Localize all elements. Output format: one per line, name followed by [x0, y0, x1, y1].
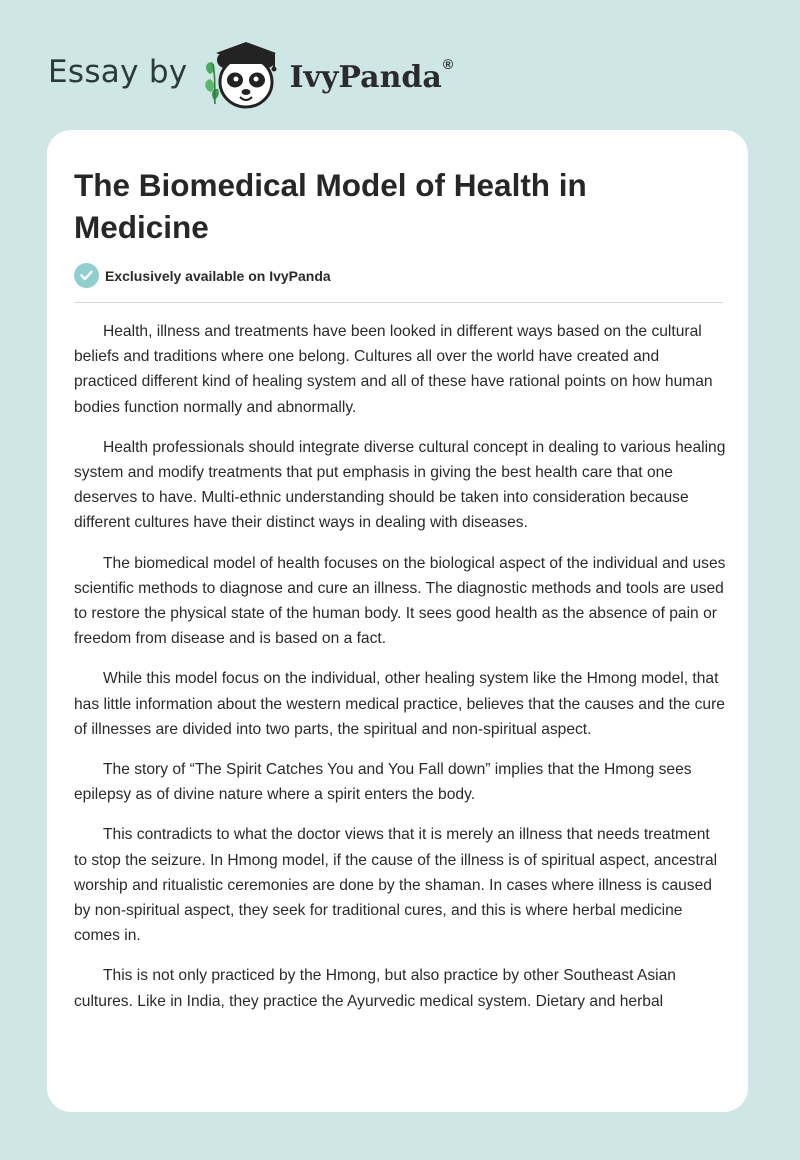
essay-paragraph: While this model focus on the individual, other healing system like the Hmong model, that has little information about the western medical practice, believes that the causes and the cure of illnesses are divided into two parts, the spiritual and non-spiritual aspect.: [74, 670, 725, 738]
exclusive-badge: [74, 263, 331, 288]
essay-card: [47, 130, 748, 1112]
essay-title: The Biomedical Model of Health in Medicine: [74, 167, 587, 245]
checkmark-circle-icon: [74, 263, 99, 288]
panda-graduate-icon: [202, 34, 286, 114]
essay-paragraph: The biomedical model of health focuses on the biological aspect of the individual and uses scientific methods to diagnose and cure an illness. The diagnostic methods and tools are used to restore the physical state of the human body. It sees good health as the absence of pain or freedom from disease and is based on a fact.: [74, 554, 726, 648]
brand-name-text: IvyPanda: [289, 59, 442, 95]
essay-paragraph: This is not only practiced by the Hmong, but also practice by other Southeast Asian cultures. Like in India, they practice the Ayurvedic medical system. Dietary and herbal: [74, 967, 676, 1010]
essay-body: [74, 319, 726, 1029]
brand-name: [289, 55, 454, 95]
essay-paragraph: Health, illness and treatments have been looked in different ways based on the cultural beliefs and traditions where one belong. Cultures all over the world have created and practiced different kind of healing system and all of these have rational points on how human bodies function normally and abnormally.: [74, 323, 713, 416]
essay-paragraph: Health professionals should integrate diverse cultural concept in dealing to various healing system and modify treatments that put emphasis in giving the best health care that one deserves to have. Multi-ethnic understanding should be taken into consideration because different cultures have their distinct ways in dealing with diseases.: [74, 438, 726, 532]
divider: [74, 302, 723, 303]
brand-prefix: Essay by: [48, 54, 188, 90]
essay-paragraph: This contradicts to what the doctor views that it is merely an illness that needs treatment to stop the seizure. In Hmong model, if the cause of the illness is of spiritual aspect, ancestral worship and ritualistic ceremonies are done by the shaman. In cases where illness is caused by non-spiritual aspect, they seek for traditional cures, and this is where herbal medicine comes in.: [74, 826, 718, 945]
registered-trademark: ®: [442, 55, 454, 72]
brand-logo[interactable]: [48, 34, 453, 114]
exclusive-label: Exclusively available on IvyPanda: [105, 267, 331, 284]
essay-paragraph: The story of “The Spirit Catches You and You Fall down” implies that the Hmong sees epilepsy as of divine nature where a spirit enters the body.: [74, 761, 692, 804]
